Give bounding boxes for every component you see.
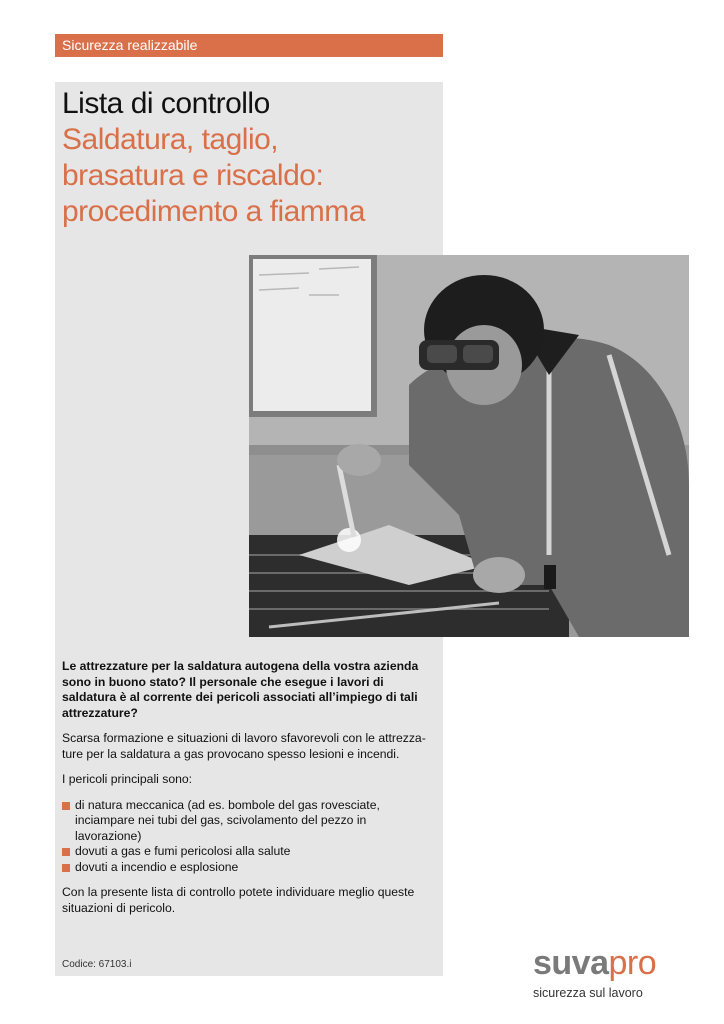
list-item [62, 844, 434, 860]
section-header-label: Sicurezza realizzabile [62, 37, 198, 53]
logo-pro-text: pro [608, 944, 657, 982]
intro-lead: Le attrezzature per la saldatura autogena della vostra azienda sono in buono stato? Il personale che esegue i lavori di saldatura è al corrente dei pericoli associati all’impiego di tali attrezzature? [62, 659, 419, 720]
welder-photo [249, 255, 689, 637]
list-item [62, 860, 434, 876]
document-subtitle-line-3: procedimento a fiamma [62, 195, 365, 228]
list-item-text: dovuti a incendio e esplosione [75, 859, 239, 874]
document-subtitle-line-2: brasatura e riscaldo: [62, 159, 324, 192]
document-subtitle-line-1: Saldatura, taglio, [62, 123, 279, 156]
intro-paragraph-2: I pericoli principali sono: [62, 772, 193, 786]
bullet-square-icon [62, 802, 70, 810]
logo-suva-text: suva [533, 944, 609, 982]
list-item-text: di natura meccanica (ad es. bombole del gas rovesciate, inciampare nei tubi del gas, scivolamento del pezzo in lavorazione) [75, 797, 380, 843]
section-header-bar [55, 34, 443, 57]
bullet-square-icon [62, 848, 70, 856]
intro-paragraph-3: Con la presente lista di controllo potete individuare meglio queste situazioni di pericolo. [62, 885, 415, 915]
suvapro-logo [533, 944, 656, 1000]
list-item-text: dovuti a gas e fumi pericolosi alla salute [75, 844, 291, 858]
bullet-square-icon [62, 864, 70, 872]
logo-wordmark [533, 944, 656, 982]
document-title: Lista di controllo [62, 87, 270, 120]
welder-photo-illustration [249, 255, 689, 637]
document-code: Codice: 67103.i [62, 959, 132, 970]
logo-tagline: sicurezza sul lavoro [533, 986, 643, 1000]
intro-text [62, 659, 434, 926]
intro-paragraph-1: Scarsa formazione e situazioni di lavoro sfavorevoli con le attrezza-ture per la saldatura a gas provocano spesso lesioni e incendi. [62, 731, 426, 761]
title-block [62, 86, 442, 230]
hazard-list [62, 798, 434, 876]
list-item [62, 798, 434, 845]
